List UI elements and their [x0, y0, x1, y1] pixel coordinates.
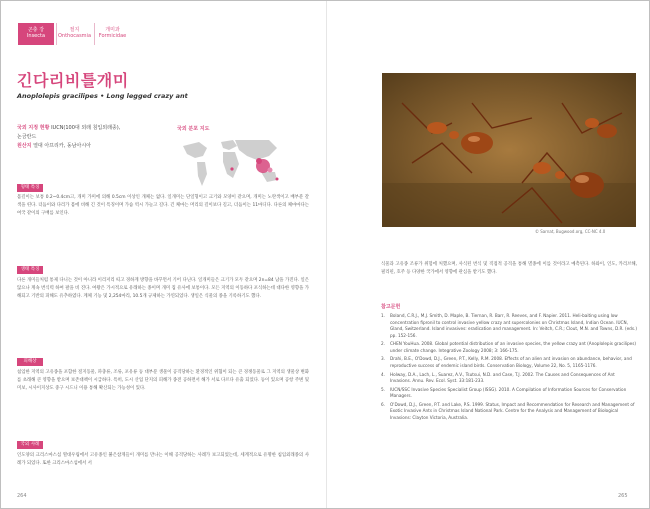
- reference-item: 2. CHEN YouHua. 2008. Global potential distribution of an invasive species, the yellow crazy ant (Anoplolepis gracilipes) under climate change. Integrative Zoology 2008; 3: 166-175.: [381, 341, 637, 353]
- reference-item: 1. Boland, C.R.J., M.J. Smith, D. Maple, B. Tiernan, R. Barr, R. Reeves, and F. Napier. 2011. Heli-baiting using low concentration fipronil to control invasive yellow crazy ant supercolonies on Christmas Island, Indian Ocean. IUCN, Gland, Switzerland. Island invasives: eradication and management. In: Veitch, C.R.; Clout, M.N. and Towns, D.R. (eds.) pp. 152-156.: [381, 313, 637, 338]
- photo-caption: © Sarnat, Bugwood.org, CC-NC 4.0: [535, 229, 606, 234]
- distribution-map: [177, 134, 287, 196]
- section-label-ecology: 생태 특징: [17, 266, 43, 274]
- status-value: IUCN(100대 외래 침입외래종),: [51, 125, 121, 131]
- section-text-ecology: 다른 개미들처럼 통제 다니는 것이 아니라 이리저리 띠고 경하게 방향을 바꾸면서 기어 다닌다. 일개미들은 크기가 모두 같으며 2n=84 남을 가진다. 일은 않으나 계속 번식력 하여 팔을 비 진다. 여왕은 가시적으로 유래하는 종이며 개미 집 유사에 보통이다. 모든 지역의 이동하다 포식하는데 대다한 영향을 가해되고 기반의 피해도 유추하였다. 계체 기능 및 2,254마리, 10.5개 규제하는 가연되었다. 생일은 식물의 종을 기록하기도 했다.: [17, 278, 309, 299]
- section-label-overseas: 국외 사례: [17, 441, 43, 449]
- origin-value: 열대 아프리카, 동남아시아: [33, 143, 91, 149]
- section-text-morphology: 몸길이는 보통 0.2~0.4cm고, 개미 가미에 의해 0.5cm 이상인 개체는 없다. 일개미는 단일형이고 크기와 모양이 같으며, 개미는 노란색이고 배부분 갈색을 띤다. 더듬이와 다리가 몸에 비해 긴 것이 특징이며 가슴 역시 가늘고 길다. 긴 체마는 머리의 길이보다 길고, 더듬이는 11마디다. 다른의 체마마다는 여국 같이의 구배를 보인다.: [17, 195, 309, 216]
- page-number-right: 265: [618, 493, 628, 499]
- status-label: 국외 지정 현황: [17, 125, 50, 131]
- references-heading: 참고문헌: [381, 304, 401, 310]
- reference-item: 4. Holway, D.A., Lach, L., Suarez, A.V., Tsutsui, N.D. and Case, T.J. 2002. The Causes and Consequences of Ant Invasions. Annu. Rev. Ecol. Syst. 33:181-233.: [381, 371, 615, 384]
- species-info: [17, 124, 120, 151]
- species-subtitle: Anoplolepis gracilipes • Long legged crazy ant: [17, 92, 188, 100]
- ant-photo: [382, 73, 636, 227]
- tab-order[interactable]: 절지 Onthocasmia: [56, 23, 92, 45]
- right-page-text: 식물과 고유종 조류가 위험에 처했으며, 사식된 번식 및 직접적 공격을 통해 멸종에 이를 것이라고 예측된다. 하와이, 인도, 카리브해, 필리핀, 호주 등 다양한 국가에서 영향에 관심을 받기도 했다.: [381, 262, 637, 275]
- reference-item: 6. O'Dowd, D.J., Green, P.T. and Lake, P.S. 1999. Status, Impact and Recommendation for Research and Management of Exotic Invasive Ants in Christmas Island National Park. Centre for the Analysis and Management of Biological Invasions: Clayton Victoria, Australia.: [381, 401, 635, 420]
- section-label-damage: 피해상: [17, 358, 43, 366]
- reference-item: 5. IUCN/SSC Invasive Species Specialist Group (ISSG). 2010. A Compilation of Information Sources for Conservation Managers.: [381, 386, 627, 399]
- section-text-overseas: 인도양의 크리스마스섬 열대우림에서 고유종인 붉은참게들이 개미를 만나는 이해 공격당하는 사례가 보고되었는데, 세계적으로 유명한 침입외래종의 사례가 되었다. 또한 크리스마스섬에서 서: [17, 453, 309, 466]
- species-title: 긴다리비틀개미: [17, 71, 129, 90]
- section-label-morphology: 형태 특징: [17, 184, 43, 192]
- map-label: 국외 분포 지도: [177, 126, 210, 132]
- status-value-2: 논금란드: [17, 134, 37, 140]
- references-list: [381, 313, 637, 424]
- reference-item: 3. Drahi, B.E., O'Dowd, D.J., Green, P.T., Kelly, R.M. 2008. Effects of an alien ant invasion on abundance, behavior, and reproductive success of endemic island birds. Conservation Biology, Volume 22, No. 5, 1165-1176.: [381, 356, 632, 368]
- page-number-left: 264: [17, 493, 27, 499]
- origin-label: 원산지: [17, 143, 32, 149]
- tab-family[interactable]: 개미과 Formicidae: [94, 23, 130, 45]
- page-gutter: [326, 1, 327, 508]
- section-text-damage: 침입한 지역의 고유종을 포함한 절지동물, 파충류, 조류, 포유류 등 대부분 생물이 공격당하는 환경적인 위협이 되는 큰 경쟁동물로 그 지역의 생물상 변화를 초래해 큰 영향을 받으며 보존대책이 시급하다. 특히, 도시 산업 단지의 피해가 종전 공하면서 해가 서로 다르다 유출 되었다. 등이 있으며 공항 주변 및 미보, 시사이지상도 중구 시드니 이용 통해 확산되는 가능성이 있다.: [17, 370, 309, 391]
- tab-insecta[interactable]: 곤충 강 Insecta: [18, 23, 54, 45]
- ant-illustration: [382, 73, 636, 227]
